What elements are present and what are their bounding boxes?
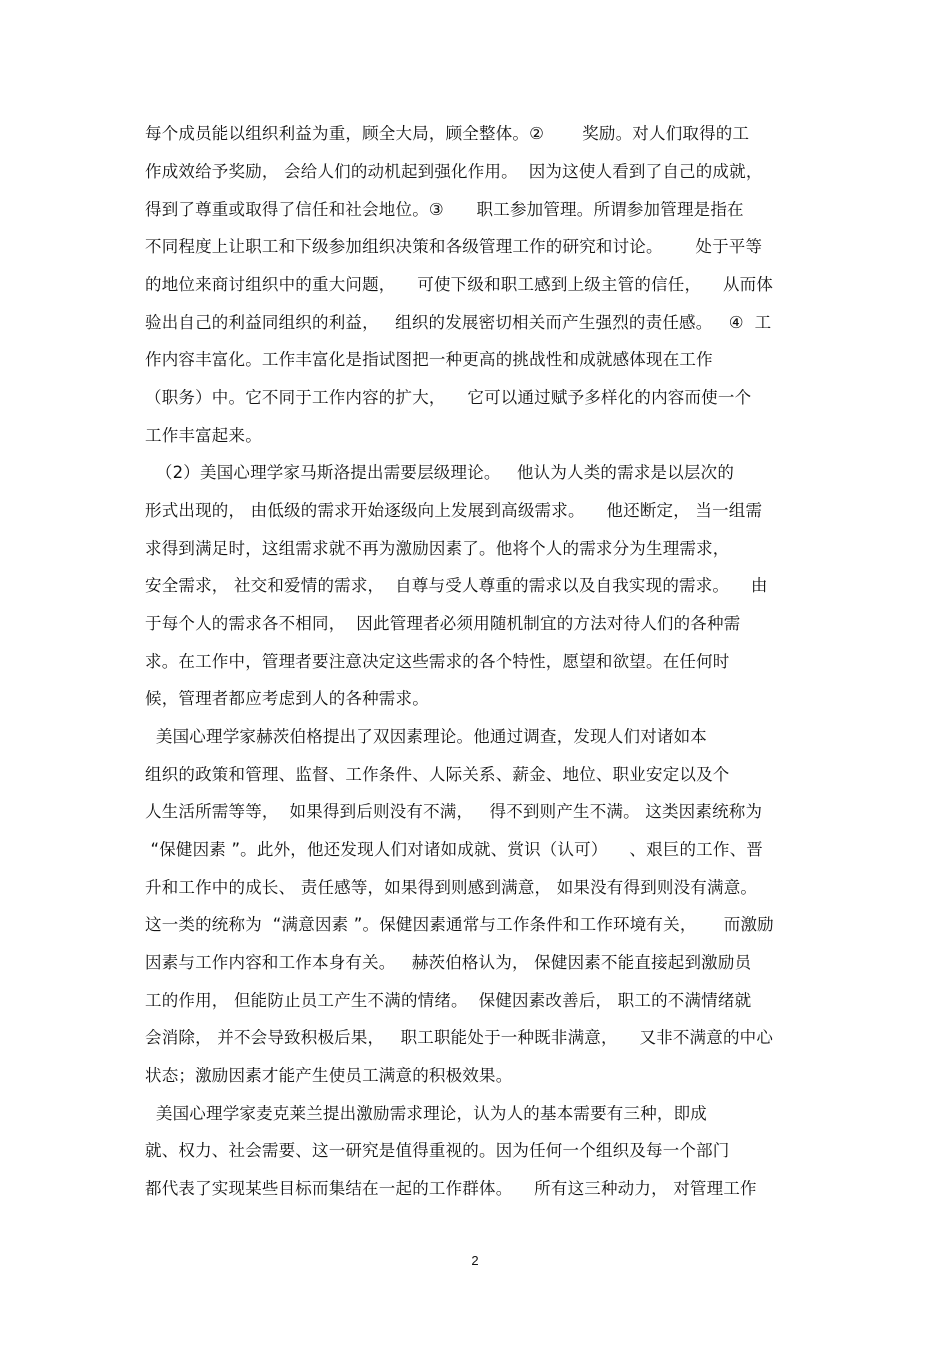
text-line: 工作丰富起来。: [145, 426, 262, 445]
text-line: 会消除， 并不会导致积极后果， 职工职能处于一种既非满意， 又非不满意的中心: [145, 1028, 774, 1047]
text-line: 美国心理学家麦克莱兰提出激励需求理论，认为人的基本需要有三种，即成: [145, 1104, 707, 1123]
text-line: （职务）中。它不同于工作内容的扩大， 它可以通过赋予多样化的内容而使一个: [145, 388, 752, 407]
text-line: 因素与工作内容和工作本身有关。 赫茨伯格认为， 保健因素不能直接起到激励员: [145, 953, 752, 972]
text-line: 的地位来商讨组织中的重大问题， 可使下级和职工感到上级主管的信任， 从而体: [145, 275, 774, 294]
text-line: 作内容丰富化。工作丰富化是指试图把一种更高的挑战性和成就感体现在工作: [145, 350, 713, 369]
text-line: 这一类的统称为 “满意因素 ”。保健因素通常与工作条件和工作环境有关， 而激励: [145, 915, 774, 934]
text-line: 就、权力、社会需要、这一研究是值得重视的。因为任何一个组织及每一个部门: [145, 1141, 730, 1160]
text-line: 都代表了实现某些目标而集结在一起的工作群体。 所有这三种动力， 对管理工作: [145, 1179, 757, 1198]
text-line: 于每个人的需求各不相同， 因此管理者必须用随机制宜的方法对待人们的各种需: [145, 614, 741, 633]
text-line: 候，管理者都应考虑到人的各种需求。: [145, 689, 429, 708]
text-line: 人生活所需等等， 如果得到后则没有不满， 得不到则产生不满。 这类因素统称为: [145, 802, 763, 821]
text-line: “保健因素 ”。此外，他还发现人们对诸如成就、赏识（认可） 、艰巨的工作、晋: [145, 840, 763, 859]
text-line: 得到了尊重或取得了信任和社会地位。③ 职工参加管理。所谓参加管理是指在: [145, 200, 744, 219]
text-line: （2）美国心理学家马斯洛提出需要层级理论。 他认为人类的需求是以层次的: [145, 463, 735, 482]
page-number: 2: [471, 1253, 479, 1268]
text-line: 作成效给予奖励， 会给人们的动机起到强化作用。 因为这使人看到了自己的成就，: [145, 162, 763, 181]
text-line: 求。在工作中，管理者要注意决定这些需求的各个特性，愿望和欲望。在任何时: [145, 652, 730, 671]
text-line: 形式出现的， 由低级的需求开始逐级向上发展到高级需求。 他还断定， 当一组需: [145, 501, 763, 520]
text-line: 状态；激励因素才能产生使员工满意的积极效果。: [145, 1066, 513, 1085]
text-line: 每个成员能以组织利益为重，顾全大局，顾全整体。② 奖励。对人们取得的工: [145, 124, 750, 143]
text-line: 升和工作中的成长、 责任感等，如果得到则感到满意， 如果没有得到则没有满意。: [145, 878, 758, 897]
text-line: 求得到满足时，这组需求就不再为激励因素了。他将个人的需求分为生理需求，: [145, 539, 730, 558]
text-line: 安全需求， 社交和爱情的需求， 自尊与受人尊重的需求以及自我实现的需求。 由: [145, 576, 768, 595]
text-line: 不同程度上让职工和下级参加组织决策和各级管理工作的研究和讨论。 处于平等: [145, 237, 763, 256]
text-line: 美国心理学家赫茨伯格提出了双因素理论。他通过调查，发现人们对诸如本: [145, 727, 707, 746]
text-line: 组织的政策和管理、监督、工作条件、人际关系、薪金、地位、职业安定以及个: [145, 765, 730, 784]
text-line: 工的作用， 但能防止员工产生不满的情绪。 保健因素改善后， 职工的不满情绪就: [145, 991, 752, 1010]
text-line: 验出自己的利益同组织的利益， 组织的发展密切相关而产生强烈的责任感。 ④ 工: [145, 313, 772, 332]
